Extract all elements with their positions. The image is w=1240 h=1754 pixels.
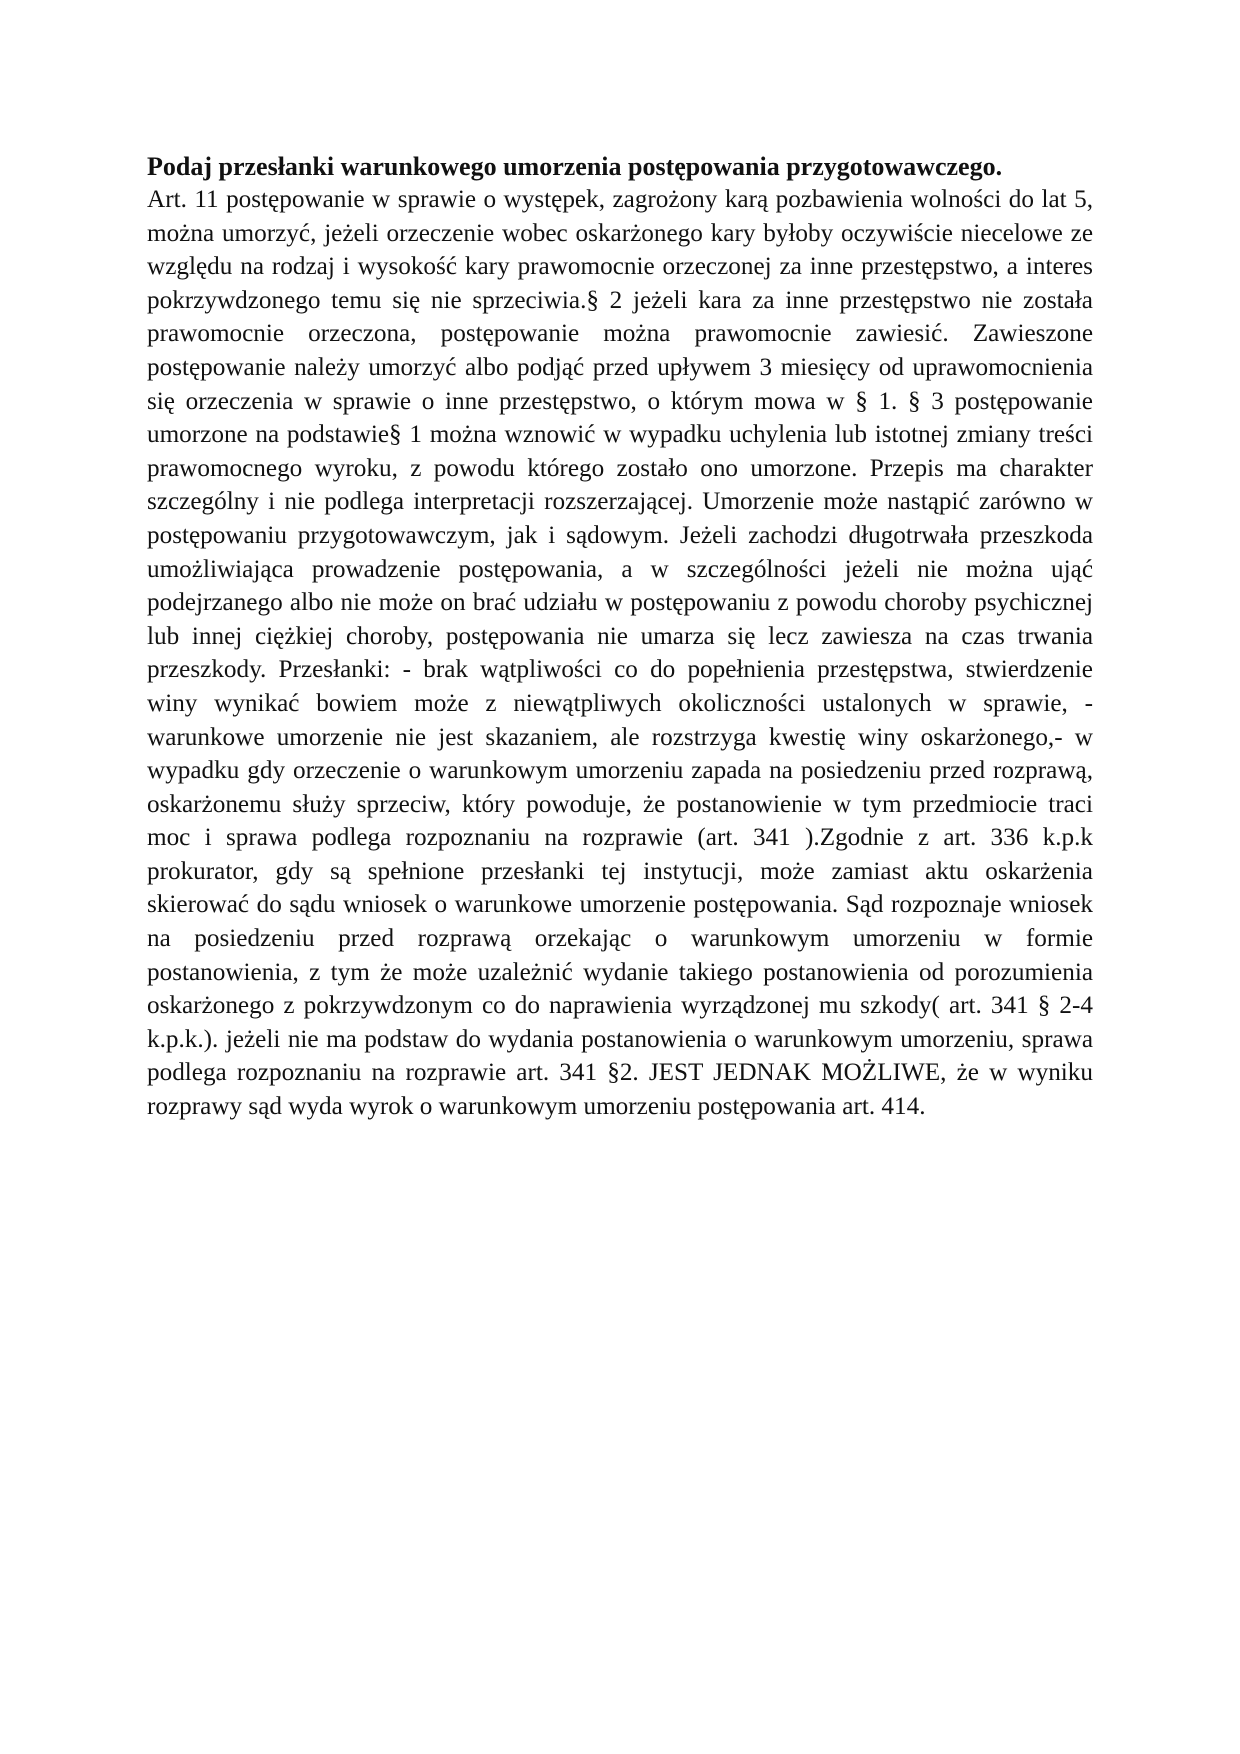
answer-paragraph: Art. 11 postępowanie w sprawie o występek, zagrożony karą pozbawienia wolności do lat 5, można umorzyć, jeżeli orzeczenie wobec oskarżonego kary byłoby oczywiście niecelowe ze względu na rodzaj i wysokość kary prawomocnie orzeczonej za inne przestępstwo, a interes pokrzywdzonego temu się nie sprzeciwia.§ 2 jeżeli kara za inne przestępstwo nie została prawomocnie orzeczona, postępowanie można prawomocnie zawiesić. Zawieszone postępowanie należy umorzyć albo podjąć przed upływem 3 miesięcy od uprawomocnienia się orzeczenia w sprawie o inne przestępstwo, o którym mowa w § 1. § 3 postępowanie umorzone na podstawie§ 1 można wznowić w wypadku uchylenia lub istotnej zmiany treści prawomocnego wyroku, z powodu którego zostało ono umorzone. Przepis ma charakter szczególny i nie podlega interpretacji rozszerzającej. Umorzenie może nastąpić zarówno w postępowaniu przygotowawczym, jak i sądowym. Jeżeli zachodzi długotrwała przeszkoda umożliwiająca prowadzenie postępowania, a w szczególności jeżeli nie można ująć podejrzanego albo nie może on brać udziału w postępowaniu z powodu choroby psychicznej lub innej ciężkiej choroby, postępowania nie umarza się lecz zawiesza na czas trwania przeszkody. Przesłanki: - brak wątpliwości co do popełnienia przestępstwa, stwierdzenie winy wynikać bowiem może z niewątpliwych okoliczności ustalonych w sprawie, - warunkowe umorzenie nie jest skazaniem, ale rozstrzyga kwestię winy oskarżonego,- w wypadku gdy orzeczenie o warunkowym umorzeniu zapada na posiedzeniu przed rozprawą, oskarżonemu służy sprzeciw, który powoduje, że postanowienie w tym przedmiocie traci moc i sprawa podlega rozpoznaniu na rozprawie (art. 341 ).Zgodnie z art. 336 k.p.k prokurator, gdy są spełnione przesłanki tej instytucji, może zamiast aktu oskarżenia skierować do sądu wniosek o warunkowe umorzenie postępowania. Sąd rozpoznaje wniosek na posiedzeniu przed rozprawą orzekając o warunkowym umorzeniu w formie postanowienia, z tym że może uzależnić wydanie takiego postanowienia od porozumienia oskarżonego z pokrzywdzonym co do naprawienia wyrządzonej mu szkody( art. 341 § 2-4 k.p.k.). jeżeli nie ma podstaw do wydania postanowienia o warunkowym umorzeniu, sprawa podlega rozpoznaniu na rozprawie art. 341 §2. JEST JEDNAK MOŻLIWE, że w wyniku rozprawy sąd wyda wyrok o warunkowym umorzeniu postępowania art. 414. <box>147 186 1093 1121</box>
question-heading: Podaj przesłanki warunkowego umorzenia postępowania przygotowawczego. <box>147 152 1003 181</box>
document-body <box>147 150 1093 1124</box>
